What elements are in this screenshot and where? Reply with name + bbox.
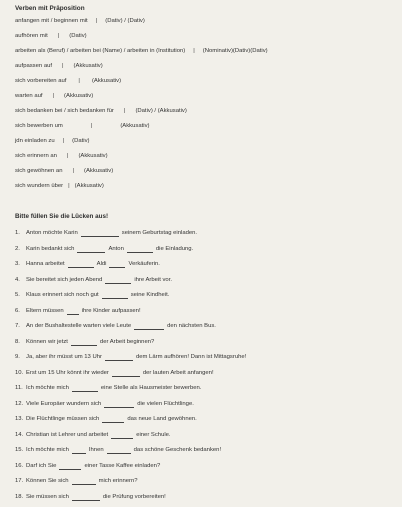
verb-text: warten auf	[15, 93, 43, 99]
exercise-item	[15, 260, 160, 268]
exercise-number: 15.	[15, 447, 24, 453]
exercise-item	[15, 384, 201, 392]
exercise-text: Klaus erinnert sich noch gut	[26, 292, 99, 298]
exercise-item	[15, 322, 216, 330]
verb-row	[15, 32, 87, 40]
separator: |	[123, 108, 126, 114]
exercise-number: 14.	[15, 431, 24, 438]
answer-blank[interactable]	[111, 432, 133, 439]
exercise-item	[15, 353, 246, 361]
case-text: (Akkusativ)	[91, 78, 122, 84]
exercise-text: das schöne Geschenk bedanken!	[133, 447, 222, 453]
exercise-text: Sie müssen sich	[26, 493, 69, 500]
exercise-number: 1.	[15, 230, 20, 236]
answer-blank[interactable]	[104, 401, 134, 408]
answer-blank[interactable]	[77, 246, 105, 253]
exercise-text: Können Sie sich	[26, 478, 69, 484]
exercise-item	[15, 493, 166, 501]
verb-row	[15, 47, 268, 55]
exercise-number: 3.	[15, 261, 20, 267]
exercise-text: Anton möchte Karin	[26, 230, 78, 236]
exercise-item	[15, 276, 172, 284]
exercise-number: 5.	[15, 292, 20, 298]
exercise-item	[15, 446, 221, 454]
verb-text: jdn einladen zu	[15, 138, 55, 144]
separator: |	[68, 183, 70, 189]
exercise-text: dem Lärm aufhören! Dann ist Mittagsruhe!	[135, 354, 247, 360]
exercise-number: 12.	[15, 400, 24, 407]
exercise-text: eine Stelle als Hausmeister bewerben.	[100, 385, 202, 391]
page-title: Verben mit Präposition	[15, 5, 85, 12]
exercise-text: Verkäuferin.	[128, 261, 160, 267]
answer-blank[interactable]	[127, 246, 153, 253]
answer-blank[interactable]	[102, 416, 124, 423]
answer-blank[interactable]	[72, 447, 86, 454]
separator: |	[90, 123, 93, 129]
exercise-item	[15, 431, 171, 439]
separator: |	[52, 93, 55, 99]
separator: |	[62, 63, 64, 69]
verb-row	[15, 92, 93, 100]
exercise-number: 13.	[15, 416, 24, 422]
answer-blank[interactable]	[81, 230, 119, 237]
verb-text: arbeiten als (Beruf) / arbeiten bei (Name) / arbeiten in (Institution)	[15, 48, 186, 54]
exercise-text: ihre Arbeit vor.	[134, 276, 172, 283]
case-text: (Dativ)	[69, 33, 87, 39]
exercise-number: 6.	[15, 307, 20, 314]
verb-row	[15, 77, 121, 85]
exercise-text: den nächsten Bus.	[167, 323, 216, 329]
separator: |	[57, 33, 60, 39]
case-text: (Akkusativ)	[120, 123, 150, 129]
answer-blank[interactable]	[67, 308, 79, 315]
exercise-text: Sie bereitet sich jeden Abend	[26, 276, 103, 283]
exercise-text: das neue Land gewöhnen.	[127, 416, 197, 422]
exercise-text: Die Flüchtlinge müssen sich	[26, 416, 100, 422]
exercise-item	[15, 229, 197, 237]
separator: |	[62, 138, 65, 144]
exercise-text: An der Bushaltestelle warten viele Leute	[26, 323, 132, 329]
answer-blank[interactable]	[105, 354, 133, 361]
separator: |	[78, 78, 80, 84]
exercise-text: Ja, aber ihr müsst um 13 Uhr	[26, 354, 102, 360]
exercise-number: 9.	[15, 354, 20, 360]
exercise-text: der lauten Arbeit anfangen!	[142, 369, 214, 376]
verb-text: sich erinnern an	[15, 153, 57, 159]
exercise-text: Erst um 15 Uhr könnt ihr wieder	[26, 369, 109, 376]
case-text: (Dativ) / (Dativ)	[105, 18, 145, 24]
exercise-text: Karin bedankt sich	[26, 245, 75, 252]
exercise-number: 11.	[15, 385, 23, 391]
answer-blank[interactable]	[72, 494, 100, 501]
verb-text: aufpassen auf	[15, 63, 53, 69]
exercise-text: Aldi	[96, 261, 107, 267]
exercise-number: 2.	[15, 245, 20, 252]
exercise-item	[15, 307, 141, 315]
verb-row	[15, 122, 149, 130]
separator: |	[193, 48, 195, 54]
verb-row	[15, 137, 90, 145]
exercise-text: Können wir jetzt	[26, 338, 68, 345]
separator: |	[95, 18, 98, 24]
exercise-text: die Prüfung vorbereiten!	[102, 493, 166, 500]
answer-blank[interactable]	[72, 478, 96, 485]
exercise-item	[15, 369, 214, 377]
exercise-text: einer Tasse Kaffee einladen?	[84, 462, 161, 469]
answer-blank[interactable]	[59, 463, 81, 470]
exercise-text: Ich möchte mich	[26, 385, 69, 391]
exercise-text: einer Schule.	[136, 431, 171, 438]
verb-text: anfangen mit / beginnen mit	[15, 18, 88, 24]
exercise-text: ihre Kinder aufpassen!	[81, 307, 141, 314]
exercise-text: Ich möchte mich	[26, 447, 69, 453]
exercise-title: Bitte füllen Sie die Lücken aus!	[15, 213, 109, 220]
exercise-number: 4.	[15, 276, 20, 283]
answer-blank[interactable]	[72, 385, 98, 392]
exercise-text: die vielen Flüchtlinge.	[137, 400, 194, 407]
exercise-item	[15, 338, 154, 346]
exercise-item	[15, 291, 169, 299]
verb-row	[15, 152, 108, 160]
exercise-number: 10.	[15, 369, 24, 376]
answer-blank[interactable]	[68, 261, 94, 268]
answer-blank[interactable]	[71, 339, 97, 346]
case-text: (Dativ) / (Akkusativ)	[135, 108, 187, 114]
exercise-text: der Arbeit beginnen?	[99, 338, 155, 345]
exercise-text: mich erinnern?	[98, 478, 138, 484]
answer-blank[interactable]	[112, 370, 140, 377]
exercise-item	[15, 400, 194, 408]
verb-row	[15, 182, 104, 190]
verb-text: sich bewerben um	[15, 123, 63, 129]
exercise-number: 7.	[15, 323, 20, 329]
exercise-text: Darf ich Sie	[26, 462, 57, 469]
answer-blank[interactable]	[105, 277, 131, 284]
case-text: (Akkusativ)	[64, 93, 94, 99]
exercise-number: 16.	[15, 462, 24, 469]
exercise-text: die Einladung.	[155, 245, 194, 252]
answer-blank[interactable]	[102, 292, 128, 299]
exercise-number: 18.	[15, 493, 24, 500]
exercise-text: Viele Europäer wundern sich	[26, 400, 102, 407]
answer-blank[interactable]	[134, 323, 164, 330]
case-text: (Akkusativ)	[84, 168, 114, 174]
verb-row	[15, 17, 145, 25]
verb-text: sich gewöhnen an	[15, 168, 63, 174]
exercise-item	[15, 462, 160, 470]
verb-row	[15, 167, 113, 175]
exercise-item	[15, 415, 197, 423]
exercise-text: Eltern müssen	[26, 307, 64, 314]
exercise-text: Ihnen	[88, 447, 104, 453]
exercise-text: Anton	[108, 245, 124, 252]
exercise-item	[15, 245, 193, 253]
case-text: (Akkusativ)	[78, 153, 108, 159]
answer-blank[interactable]	[109, 261, 125, 268]
verb-text: sich vorbereiten auf	[15, 78, 67, 84]
exercise-text: Christian ist Lehrer und arbeitet	[26, 431, 109, 438]
verb-text: sich wundern über	[15, 183, 64, 189]
case-text: (Akkusativ)	[73, 63, 103, 69]
separator: |	[72, 168, 75, 174]
verb-row	[15, 107, 187, 115]
verb-text: aufhören mit	[15, 33, 48, 39]
separator: |	[66, 153, 69, 159]
exercise-text: Hanna arbeitet	[26, 261, 65, 267]
case-text: (Dativ)	[72, 138, 90, 144]
exercise-number: 8.	[15, 338, 20, 345]
exercise-text: seinem Geburtstag einladen.	[121, 230, 198, 236]
case-text: (Akkusativ)	[74, 183, 104, 189]
exercise-number: 17.	[15, 478, 24, 484]
verb-text: sich bedanken bei / sich bedanken für	[15, 108, 114, 114]
exercise-item	[15, 477, 138, 485]
answer-blank[interactable]	[107, 447, 131, 454]
case-text: (Nominativ)(Dativ)(Dativ)	[202, 48, 268, 54]
exercise-text: seine Kindheit.	[130, 292, 170, 298]
verb-row	[15, 62, 103, 70]
